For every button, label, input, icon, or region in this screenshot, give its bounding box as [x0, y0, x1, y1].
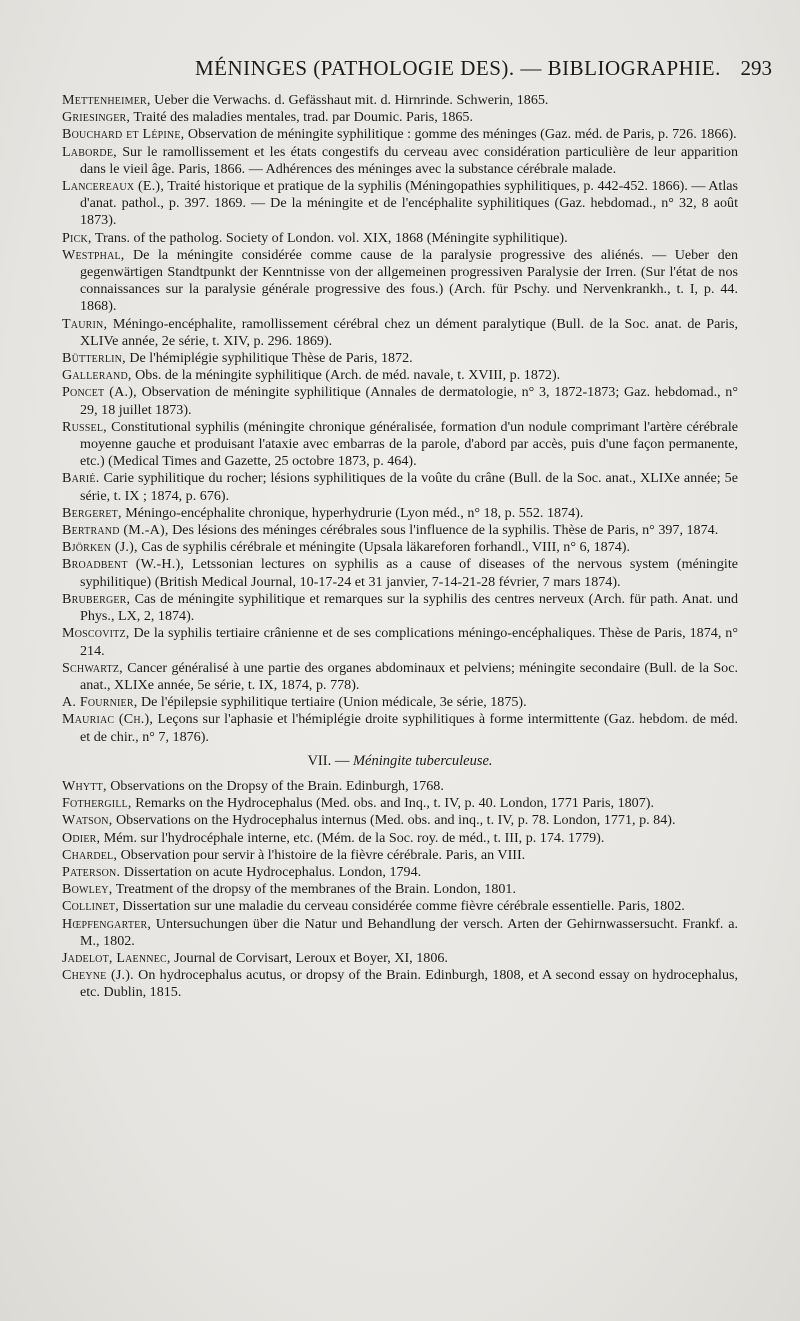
- bibliography-entry: [62, 247, 738, 316]
- entry-author: Whytt,: [62, 777, 107, 794]
- bibliography-entry: [62, 694, 738, 711]
- bibliography-entry: [62, 178, 738, 230]
- bibliography-entry: [62, 384, 738, 418]
- bibliography-entry: [62, 316, 738, 350]
- entry-author: Cheyne (J.).: [62, 967, 134, 984]
- entry-author: Bruberger,: [62, 590, 131, 607]
- entry-text: Dissertation on acute Hydrocephalus. London, 1794.: [120, 863, 422, 880]
- running-header: [165, 56, 772, 86]
- entry-text: Ueber die Verwachs. d. Gefässhaut mit. d. Hirnrinde. Schwerin, 1865.: [150, 92, 549, 108]
- entry-text: Leçons sur l'aphasie et l'hémiplégie droite syphilitiques à forme intermittente (Gaz. hebdom. de méd. et de chir., n° 7, 1876).: [80, 711, 739, 745]
- entry-text: Carie syphilitique du rocher; lésions syphilitiques de la voûte du crâne (Bull. de la Soc. anat., XLIXe année; 5e série, t. IX ; 1874, p. 676).: [80, 470, 738, 504]
- bibliography-entry: [62, 505, 738, 522]
- entry-author: Watson,: [62, 812, 113, 829]
- entry-text: Trans. of the patholog. Society of London. vol. XIX, 1868 (Méningite syphilitique).: [91, 229, 568, 246]
- entry-author: Poncet (A.),: [62, 384, 137, 401]
- section-heading: [62, 753, 738, 770]
- bibliography-entry: [62, 660, 738, 694]
- bibliography-entry: [62, 367, 738, 384]
- entry-text: Letssonian lectures on syphilis as a cause of diseases of the nervous system (méningite syphilitique) (British Medical Journal, 10-17-24 et 31 janvier, 7-14-21-28 février, 7 mars 1874).: [80, 556, 738, 590]
- entry-text: De la méningite considérée comme cause de la paralysie progressive des aliénés. — Ueber den gegenwärtigen Standtpunkt der Kenntnisse von der allgemeinen progressiven Paralysie der Irren. (Sur l'état de nos connaissances sur la paralysie générale progressive des fous.) (Arch. für Pschy. und Nervenkrankh., t. I, p. 44. 1868).: [80, 246, 738, 315]
- entry-author: Barié.: [62, 470, 100, 487]
- entry-text: Des lésions des méninges cérébrales sous l'influence de la syphilis. Thèse de Paris, n° 397, 1874.: [168, 522, 719, 539]
- bibliography-entry: [62, 230, 738, 247]
- bibliography-entry: [62, 812, 738, 829]
- entry-author: Broadbent (W.-H.),: [62, 556, 185, 573]
- bibliography-entry: [62, 522, 738, 539]
- entry-text: Observation de méningite syphilitique (Annales de dermatologie, n° 3, 1872-1873; Gaz. hebdomad., n° 29, 18 juillet 1873).: [80, 384, 738, 418]
- bibliography-entry: [62, 795, 738, 812]
- entry-text: Observation de méningite syphilitique : gomme des méninges (Gaz. méd. de Paris, p. 726. 1866).: [184, 126, 737, 143]
- entry-text: Méningo-encéphalite, ramollissement cérébral chez un dément paralytique (Bull. de la Soc. anat. de Paris, XLIVe année, 2e série, t. XIV, p. 296. 1869).: [80, 315, 738, 349]
- entry-author: Chardel,: [62, 846, 118, 863]
- entry-author: Schwartz,: [62, 659, 123, 676]
- entry-author: Mauriac (Ch.),: [62, 711, 154, 728]
- bibliography-entry: [62, 916, 738, 950]
- page-number: 293: [740, 56, 772, 80]
- entry-author: Paterson.: [62, 863, 121, 880]
- entry-author: Pick,: [62, 229, 92, 246]
- entry-text: Remarks on the Hydrocephalus (Med. obs. and Inq., t. IV, p. 40. London, 1771 Paris, 1807).: [131, 795, 654, 812]
- entry-author: Moscovitz,: [62, 625, 130, 642]
- entry-author: Bütterlin,: [62, 350, 126, 367]
- entry-text: Traité des maladies mentales, trad. par Doumic. Paris, 1865.: [130, 109, 474, 126]
- entry-text: Cancer généralisé à une partie des organes abdominaux et pelviens; méningite secondaire (Bull. de la Soc. anat., XLIXe année, 5e série, t. IX, 1874, p. 778).: [80, 659, 738, 693]
- entry-text: Journal de Corvisart, Leroux et Boyer, XI, 1806.: [170, 949, 448, 966]
- entry-author: Fothergill,: [62, 795, 132, 812]
- entry-text: Obs. de la méningite syphilitique (Arch. de méd. navale, t. XVIII, p. 1872).: [131, 367, 561, 384]
- bibliography-entry: [62, 470, 738, 504]
- entry-author: Bergeret,: [62, 504, 122, 521]
- bibliography-entry: [62, 144, 738, 178]
- entry-author: Gallerand,: [62, 367, 132, 384]
- entry-author: Laborde,: [62, 143, 117, 160]
- bibliography-entry: [62, 556, 738, 590]
- bibliography-entry: [62, 864, 738, 881]
- entry-text: On hydrocephalus acutus, or dropsy of the Brain. Edinburgh, 1808, et A second essay on hydrocephalus, etc. Dublin, 1815.: [80, 967, 738, 1001]
- section-number: VII. —: [307, 752, 350, 769]
- entry-author: Russel,: [62, 418, 107, 435]
- bibliography-list-syphilitic: [62, 92, 738, 746]
- bibliography-entry: [62, 92, 738, 109]
- entry-author: Mettenheimer,: [62, 92, 151, 108]
- entry-text: Observations on the Dropsy of the Brain. Edinburgh, 1768.: [106, 777, 444, 794]
- entry-text: Mém. sur l'hydrocéphale interne, etc. (Mém. de la Soc. roy. de méd., t. III, p. 174. 1779).: [100, 829, 605, 846]
- entry-text: Observations on the Hydrocephalus internus (Med. obs. and inq., t. IV, p. 78. London, 1771, p. 84).: [112, 812, 676, 829]
- entry-author: Bertrand (M.-A),: [62, 522, 169, 539]
- bibliography-entry: [62, 109, 738, 126]
- section-title: Méningite tuberculeuse.: [352, 752, 493, 769]
- bibliography-entry: [62, 126, 738, 143]
- bibliography-body: [62, 92, 738, 1002]
- bibliography-entry: [62, 967, 738, 1001]
- bibliography-entry: [62, 539, 738, 556]
- entry-author: Bouchard et Lépine,: [62, 126, 185, 143]
- entry-text: Treatment of the dropsy of the membranes of the Brain. London, 1801.: [112, 881, 516, 898]
- entry-text: Méningo-encéphalite chronique, hyperhydrurie (Lyon méd., n° 18, p. 552. 1874).: [121, 504, 584, 521]
- entry-author: Westphal,: [62, 246, 125, 263]
- entry-text: Constitutional syphilis (méningite chronique généralisée, formation d'un nodule comprimant l'artère cérébrale moyenne gauche et produisant l'ataxie avec embarras de la parole, d'abord par accès, puis d'une façon permanente, etc.) (Medical Times and Gazette, 25 octobre 1873, p. 464).: [80, 418, 738, 470]
- header-title: MÉNINGES (PATHOLOGIE DES). — BIBLIOGRAPHIE.: [195, 56, 721, 80]
- entry-author: Taurin,: [62, 315, 108, 332]
- entry-author: Collinet,: [62, 898, 119, 915]
- entry-text: Untersuchungen über die Natur und Behandlung der versch. Arten der Gehirnwassersucht. Frankf. a. M., 1802.: [80, 915, 738, 949]
- entry-text: Observation pour servir à l'histoire de la fièvre cérébrale. Paris, an VIII.: [117, 846, 526, 863]
- bibliography-list-tuberculous: [62, 778, 738, 1002]
- entry-text: Cas de méningite syphilitique et remarques sur la syphilis des centres nerveux (Arch. für path. Anat. und Phys., LX, 2, 1874).: [80, 590, 738, 625]
- bibliography-entry: [62, 419, 738, 471]
- bibliography-entry: [62, 898, 738, 915]
- entry-text: Dissertation sur une maladie du cerveau considérée comme fièvre cérébrale essentielle. Paris, 1802.: [118, 898, 685, 915]
- bibliography-entry: [62, 350, 738, 367]
- bibliography-entry: [62, 591, 738, 625]
- bibliography-entry: [62, 950, 738, 967]
- entry-text: Traité historique et pratique de la syphilis (Méningopathies syphilitiques, p. 442-452. 1866). — Atlas d'anat. pathol., p. 397. 1869. — De la méningite et de l'encéphalite syphilitiques (Gaz. hebdomad., n° 32, 8 août 1873).: [80, 178, 738, 229]
- entry-author: Odier,: [62, 829, 101, 846]
- bibliography-entry: [62, 711, 738, 745]
- bibliography-entry: [62, 881, 738, 898]
- entry-author: Hœpfengarter,: [62, 915, 152, 932]
- bibliography-entry: [62, 830, 738, 847]
- entry-author: Bowley,: [62, 881, 113, 898]
- entry-text: De l'épilepsie syphilitique tertiaire (Union médicale, 3e série, 1875).: [137, 694, 527, 711]
- bibliography-entry: [62, 625, 738, 659]
- entry-text: De l'hémiplégie syphilitique Thèse de Paris, 1872.: [125, 350, 413, 367]
- bibliography-entry: [62, 778, 738, 795]
- entry-author: Jadelot, Laennec,: [62, 949, 171, 966]
- entry-author: Björken (J.),: [62, 539, 138, 556]
- entry-text: Sur le ramollissement et les états congestifs du cerveau avec considération particulière de leur apparition dans le vieil âge. Paris, 1866. — Adhérences des méninges avec la substance cérébrale malade.: [80, 143, 738, 177]
- entry-author: Griesinger,: [62, 109, 131, 126]
- entry-text: Cas de syphilis cérébrale et méningite (Upsala läkareforen forhandl., VIII, n° 6, 1874).: [137, 539, 631, 556]
- entry-author: A. Fournier,: [62, 694, 138, 711]
- entry-author: Lancereaux (E.),: [62, 178, 165, 195]
- bibliography-entry: [62, 847, 738, 864]
- entry-text: De la syphilis tertiaire crânienne et de ses complications méningo-encéphaliques. Thèse de Paris, 1874, n° 214.: [80, 625, 738, 659]
